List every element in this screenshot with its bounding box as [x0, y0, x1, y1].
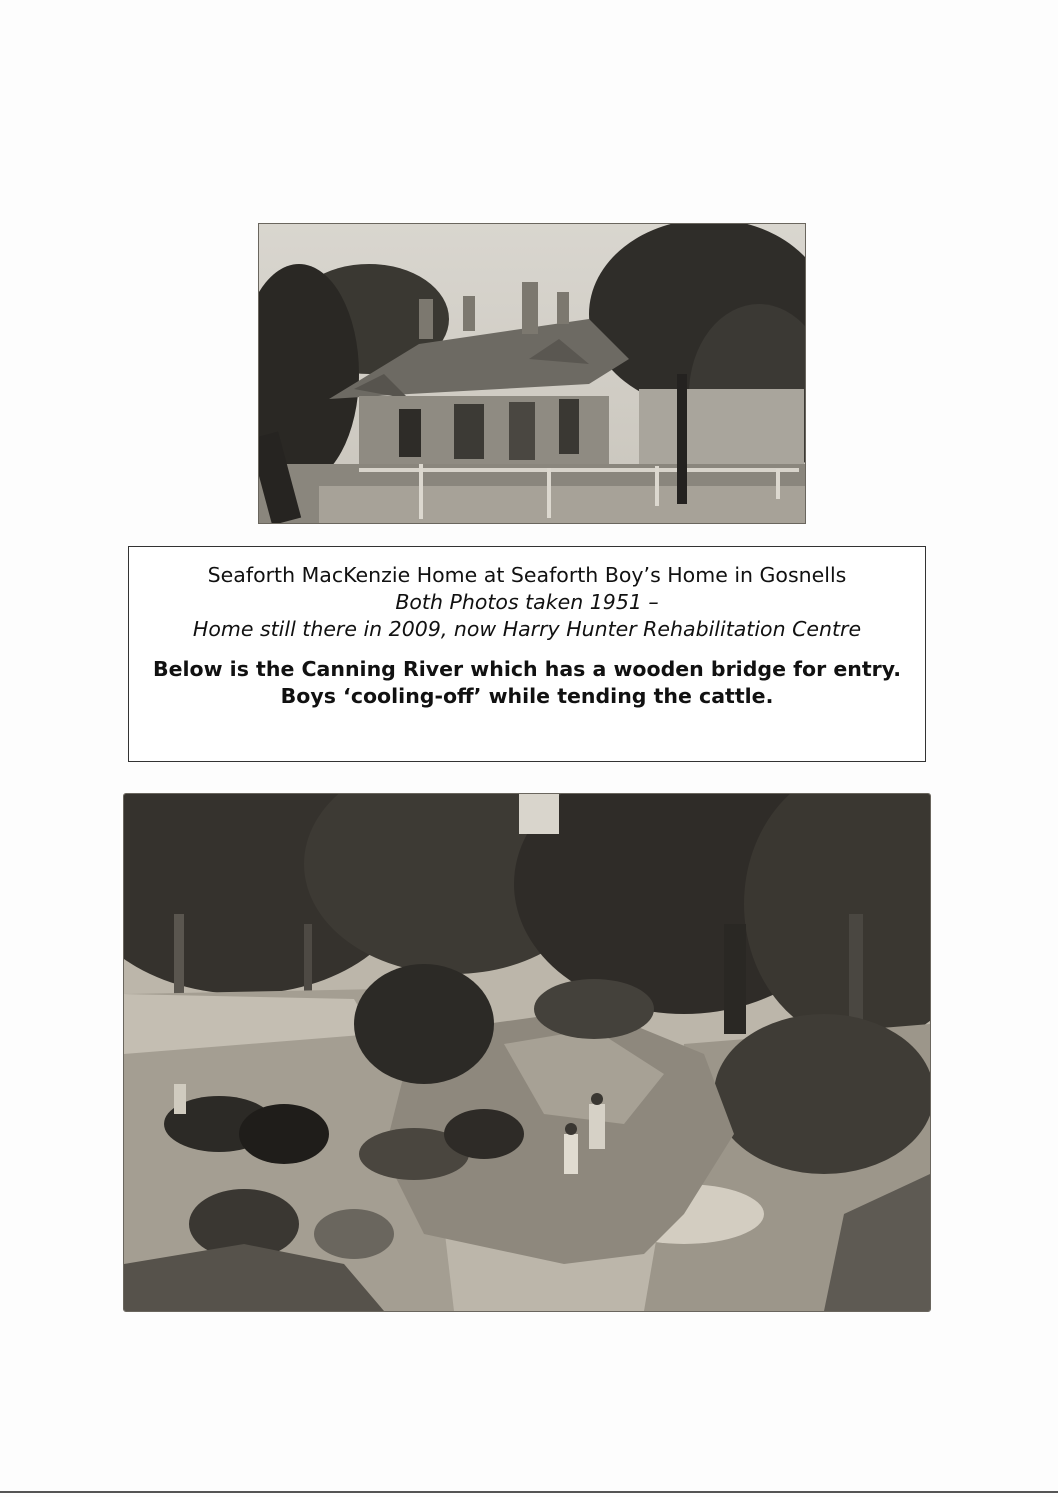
page-bottom-rule: [0, 1491, 1058, 1493]
caption-river-description: Below is the Canning River which has a wooden bridge for entry.: [152, 657, 902, 681]
river-cattle-photo: [123, 793, 931, 1312]
caption-box: [128, 546, 926, 762]
caption-title: Seaforth MacKenzie Home at Seaforth Boy’s Home in Gosnells: [207, 563, 847, 587]
house-photo-image: [259, 224, 805, 523]
river-cattle-photo-image: [124, 794, 930, 1311]
house-photo: [258, 223, 806, 524]
caption-boys-description: Boys ‘cooling-off’ while tending the cattle.: [280, 684, 774, 708]
caption-note: Home still there in 2009, now Harry Hunter Rehabilitation Centre: [192, 617, 862, 641]
caption-date: Both Photos taken 1951 –: [395, 590, 659, 614]
